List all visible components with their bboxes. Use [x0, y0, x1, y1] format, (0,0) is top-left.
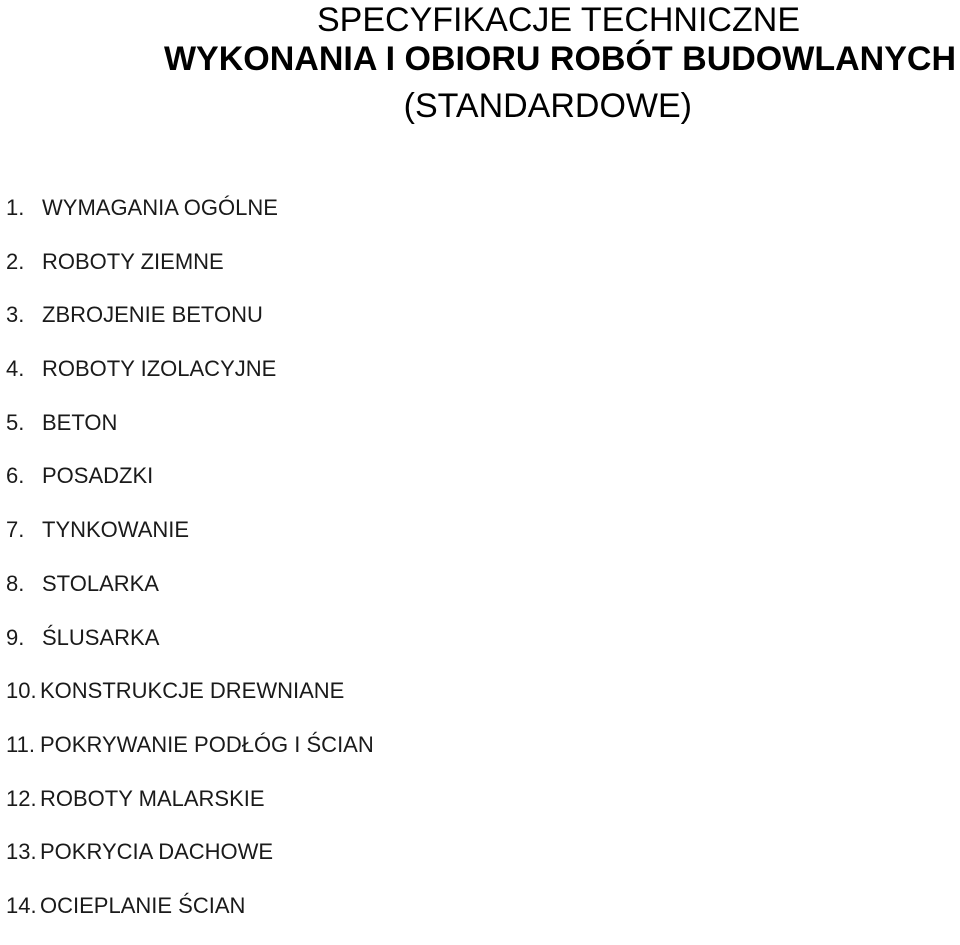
toc-item-14 [6, 891, 374, 945]
toc-item-5 [6, 408, 374, 462]
toc-item-text: ROBOTY ZIEMNE [42, 248, 224, 274]
table-of-contents [6, 193, 374, 945]
toc-item-7 [6, 515, 374, 569]
toc-item-text: WYMAGANIA OGÓLNE [42, 195, 278, 220]
toc-item-number: 3. [6, 302, 25, 328]
toc-item-11 [6, 730, 374, 784]
toc-item-text: OCIEPLANIE ŚCIAN [40, 892, 246, 918]
title-line-2: WYKONANIA I OBIORU ROBÓT BUDOWLANYCH [163, 40, 956, 78]
toc-item-3 [6, 300, 374, 354]
toc-item-number: 4. [6, 356, 25, 382]
toc-item-number: 12. [6, 785, 37, 811]
toc-item-number: 11. [6, 731, 35, 757]
title-line-1: SPECYFIKACJE TECHNICZNE [316, 1, 800, 39]
toc-item-text: BETON [42, 409, 118, 435]
toc-item-text: STOLARKA [42, 570, 159, 596]
toc-item-number: 14. [6, 892, 37, 918]
toc-item-text: ZBROJENIE BETONU [42, 302, 263, 328]
toc-item-text: ROBOTY MALARSKIE [40, 785, 265, 811]
title-line-3: (STANDARDOWE) [403, 87, 692, 125]
toc-item-number: 6. [6, 463, 25, 489]
toc-item-6 [6, 461, 374, 515]
toc-item-text: ŚLUSARKA [42, 624, 160, 650]
toc-item-4 [6, 354, 374, 408]
toc-item-number: 10. [6, 678, 37, 704]
toc-item-number: 5. [6, 409, 25, 435]
toc-item-10 [6, 676, 374, 730]
toc-item-text: KONSTRUKCJE DREWNIANE [40, 678, 345, 704]
toc-item-text: POKRYWANIE PODŁÓG I ŚCIAN [40, 731, 374, 757]
toc-item-13 [6, 837, 374, 891]
toc-item-2 [6, 247, 374, 301]
toc-item-1 [6, 193, 374, 247]
toc-item-8 [6, 569, 374, 623]
toc-item-text: POKRYCIA DACHOWE [40, 839, 274, 865]
toc-item-12 [6, 784, 374, 838]
toc-item-number: 13. [6, 839, 37, 865]
toc-item-number: 7. [6, 517, 25, 543]
toc-item-text: ROBOTY IZOLACYJNE [42, 356, 277, 382]
toc-item-9 [6, 623, 374, 677]
toc-item-number: 9. [6, 624, 25, 650]
toc-item-text: POSADZKI [42, 463, 154, 489]
toc-item-number: 1. [6, 195, 25, 220]
toc-item-number: 8. [6, 570, 25, 596]
toc-item-number: 2. [6, 248, 25, 274]
toc-item-text: TYNKOWANIE [42, 517, 190, 543]
